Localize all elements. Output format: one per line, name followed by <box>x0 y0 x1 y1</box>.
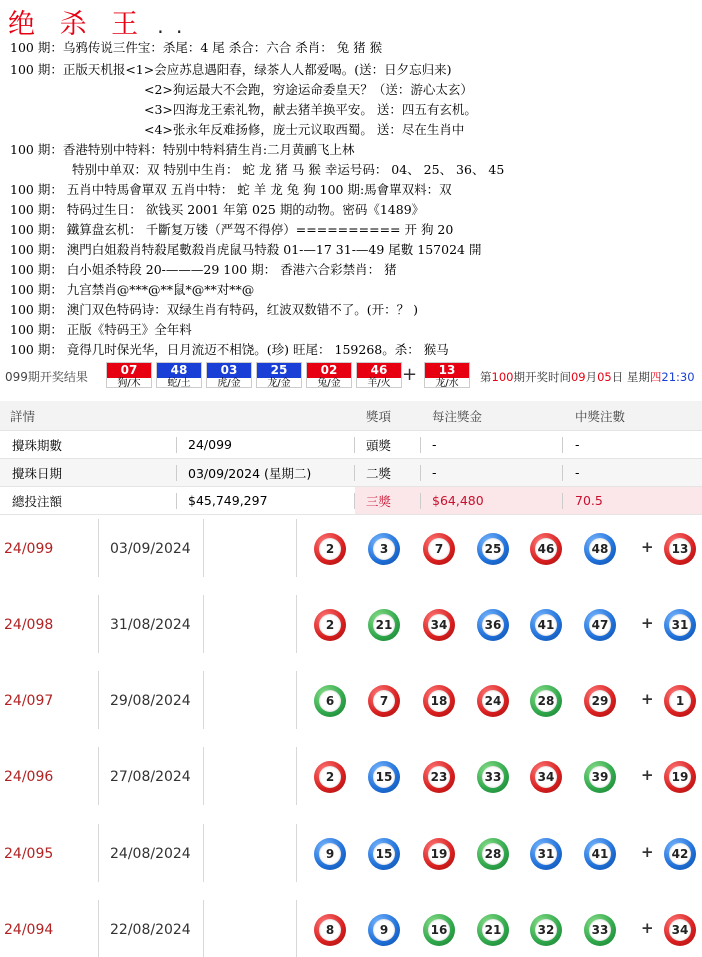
divider <box>354 465 355 481</box>
ball-number: 18 <box>428 690 450 712</box>
special-ball <box>664 761 696 793</box>
row-count: - <box>575 465 580 480</box>
draw-result-strip <box>0 360 702 390</box>
lottery-ball <box>530 914 562 946</box>
strip-ball-number: 02 <box>307 363 351 378</box>
draw-date: 03/09/2024 <box>110 541 191 557</box>
highlight-cell <box>355 487 702 514</box>
lottery-ball <box>477 838 509 870</box>
strip-ball <box>206 362 252 388</box>
plus-sign: + <box>402 364 418 385</box>
lottery-ball <box>584 914 616 946</box>
ball-number: 7 <box>428 538 450 560</box>
special-ball <box>664 609 696 641</box>
lottery-ball <box>314 533 346 565</box>
text-line: 100 期： 九宫禁肖@***@**鼠*@**对**@ <box>10 282 255 297</box>
special-ball <box>664 685 696 717</box>
ball-number: 2 <box>319 766 341 788</box>
divider <box>176 465 177 481</box>
result-row <box>0 892 702 957</box>
ball-number: 31 <box>535 843 557 865</box>
ball-number: 23 <box>428 766 450 788</box>
row-value: 24/099 <box>188 437 232 452</box>
plus-sign: + <box>641 919 654 937</box>
lottery-ball <box>584 685 616 717</box>
draw-details-table <box>0 401 702 515</box>
ball-number: 15 <box>373 843 395 865</box>
lottery-ball <box>584 761 616 793</box>
plus-sign: + <box>641 843 654 861</box>
lottery-ball <box>530 685 562 717</box>
special-ball <box>664 533 696 565</box>
strip-ball-zodiac: 虎/金 <box>217 378 241 388</box>
lottery-ball <box>584 838 616 870</box>
strip-ball-zodiac: 蛇/土 <box>167 378 191 388</box>
text-line: <3>四海龙王索礼物，献去猪羊换平安。 送：四五有玄机。 <box>144 102 477 117</box>
divider <box>176 493 177 509</box>
lottery-ball <box>368 914 400 946</box>
draw-period: 24/094 <box>4 922 54 938</box>
draw-date: 31/08/2024 <box>110 617 191 633</box>
divider <box>420 437 421 453</box>
text-line: 100 期： 白小姐杀特段 20-———29 100 期： 香港六合彩禁肖： 猪 <box>10 262 397 277</box>
ball-number: 34 <box>428 614 450 636</box>
lottery-ball <box>314 838 346 870</box>
strip-ball-zodiac: 狗/木 <box>117 378 141 388</box>
lottery-ball <box>423 609 455 641</box>
draw-date: 24/08/2024 <box>110 846 191 862</box>
lottery-ball <box>314 685 346 717</box>
divider <box>203 900 204 957</box>
ball-number: 6 <box>319 690 341 712</box>
divider <box>562 465 563 481</box>
strip-ball <box>356 362 402 388</box>
strip-ball-number: 46 <box>357 363 401 378</box>
info-prefix: 第 <box>480 370 492 384</box>
text-line: <4>张永年反难扬修，庞士元议取西蜀。 送：尽在生肖中 <box>144 122 465 137</box>
info-day: 05 <box>597 370 612 384</box>
ball-number: 36 <box>482 614 504 636</box>
divider <box>98 900 99 957</box>
divider <box>562 493 563 509</box>
divider <box>203 595 204 653</box>
divider <box>98 747 99 805</box>
lottery-ball <box>530 609 562 641</box>
text-line: 100 期： 正版《特码王》全年料 <box>10 322 192 337</box>
row-value: $45,749,297 <box>188 493 268 508</box>
draw-period: 24/097 <box>4 693 54 709</box>
lottery-ball <box>584 533 616 565</box>
divider <box>98 671 99 729</box>
divider <box>176 437 177 453</box>
lottery-ball <box>368 761 400 793</box>
table-row <box>0 459 702 487</box>
ball-number: 34 <box>669 919 691 941</box>
text-line: 100 期： 五肖中特馬會單双 五肖中特： 蛇 羊 龙 兔 狗 100 期:馬會單双料：双 <box>10 182 452 197</box>
lottery-ball <box>423 838 455 870</box>
header-prize: 獎項 <box>366 408 392 424</box>
divider <box>296 747 297 805</box>
ball-number: 2 <box>319 614 341 636</box>
lottery-ball <box>423 685 455 717</box>
divider <box>203 671 204 729</box>
strip-ball-number: 07 <box>107 363 151 378</box>
divider <box>98 824 99 882</box>
text-line: 100 期： 澳门双色特码诗：双绿生肖有特码，红波双数错不了。(开：？ ) <box>10 302 419 317</box>
divider <box>420 493 421 509</box>
lottery-ball <box>477 609 509 641</box>
ball-number: 31 <box>669 614 691 636</box>
title-dots: . . <box>157 14 186 38</box>
info-day-unit: 日 星期 <box>611 370 650 384</box>
draw-date: 29/08/2024 <box>110 693 191 709</box>
ball-number: 8 <box>319 919 341 941</box>
strip-ball <box>106 362 152 388</box>
lottery-ball <box>423 761 455 793</box>
lottery-ball <box>423 533 455 565</box>
header-details: 詳情 <box>10 408 36 424</box>
lottery-ball <box>368 609 400 641</box>
ball-number: 34 <box>535 766 557 788</box>
plus-sign: + <box>641 690 654 708</box>
lottery-ball <box>368 533 400 565</box>
strip-ball-number: 25 <box>257 363 301 378</box>
info-mid: 期开奖时间 <box>513 370 571 384</box>
divider <box>296 519 297 577</box>
divider <box>203 824 204 882</box>
row-count: - <box>575 437 580 452</box>
ball-number: 7 <box>373 690 395 712</box>
lottery-ball <box>423 914 455 946</box>
next-draw-info <box>480 369 695 385</box>
row-label: 攪珠日期 <box>12 465 63 481</box>
ball-number: 1 <box>669 690 691 712</box>
row-label: 攪珠期數 <box>12 437 63 453</box>
result-row <box>0 587 702 663</box>
result-row <box>0 816 702 892</box>
header-count: 中獎注數 <box>575 408 626 424</box>
table-row <box>0 431 702 459</box>
strip-ball-number: 13 <box>425 363 469 378</box>
ball-number: 47 <box>589 614 611 636</box>
info-period: 100 <box>491 370 514 384</box>
text-line: 100 期： 鐵算盘玄机： 千斷复万镂（严驾不得停）========== 开 狗 20 <box>10 222 454 237</box>
draw-period: 24/099 <box>4 541 54 557</box>
page-title: 绝 杀 王 <box>8 9 147 40</box>
row-prize: 三獎 <box>366 493 392 509</box>
row-label: 總投注額 <box>12 493 63 509</box>
result-row <box>0 663 702 739</box>
special-ball <box>664 914 696 946</box>
lottery-ball <box>584 609 616 641</box>
lottery-ball <box>477 914 509 946</box>
lottery-ball <box>314 761 346 793</box>
ball-number: 48 <box>589 538 611 560</box>
plus-sign: + <box>641 766 654 784</box>
strip-ball-number: 48 <box>157 363 201 378</box>
info-month: 09 <box>570 370 586 384</box>
draw-period: 24/096 <box>4 769 54 785</box>
text-line: 特别中单双：双 特别中生肖： 蛇 龙 猪 马 猴 幸运号码： 04、 25、 36、 45 <box>72 162 505 177</box>
page-header <box>8 2 185 38</box>
row-amount: - <box>432 465 437 480</box>
strip-special-ball <box>424 362 470 388</box>
lottery-ball <box>530 761 562 793</box>
lottery-ball <box>477 761 509 793</box>
divider <box>203 747 204 805</box>
lottery-ball <box>314 914 346 946</box>
ball-number: 39 <box>589 766 611 788</box>
ball-number: 9 <box>319 843 341 865</box>
ball-number: 21 <box>482 919 504 941</box>
text-line: <2>狗运最大不会跑，穷途运命委皇天？（送：游心太玄） <box>144 82 473 97</box>
lottery-ball <box>530 838 562 870</box>
strip-ball-number: 03 <box>207 363 251 378</box>
plus-sign: + <box>641 614 654 632</box>
ball-number: 33 <box>589 919 611 941</box>
divider <box>296 595 297 653</box>
row-prize: 二獎 <box>366 465 392 481</box>
strip-ball <box>256 362 302 388</box>
text-line: 100 期：乌鸦传说三件宝：杀尾：4 尾 杀合：六合 杀肖： 兔 猪 猴 <box>10 40 383 55</box>
draw-date: 27/08/2024 <box>110 769 191 785</box>
result-row <box>0 739 702 815</box>
strip-label: 099期开奖结果 <box>5 370 88 384</box>
lottery-ball <box>314 609 346 641</box>
lottery-ball <box>530 533 562 565</box>
strip-ball <box>156 362 202 388</box>
draw-period: 24/098 <box>4 617 54 633</box>
ball-number: 28 <box>482 843 504 865</box>
result-row <box>0 511 702 587</box>
ball-number: 13 <box>669 538 691 560</box>
special-ball <box>664 838 696 870</box>
divider <box>420 465 421 481</box>
info-time: 21:30 <box>661 370 695 384</box>
ball-number: 3 <box>373 538 395 560</box>
ball-number: 2 <box>319 538 341 560</box>
row-count: 70.5 <box>575 493 603 508</box>
row-amount: - <box>432 437 437 452</box>
ball-number: 41 <box>535 614 557 636</box>
text-line: 100 期： 特码过生日： 欲钱买 2001 年第 025 期的动物。密码《1489》 <box>10 202 425 217</box>
divider <box>562 437 563 453</box>
plus-sign: + <box>641 538 654 556</box>
ball-number: 33 <box>482 766 504 788</box>
ball-number: 16 <box>428 919 450 941</box>
strip-ball-zodiac: 龙/水 <box>435 378 459 388</box>
row-value: 03/09/2024 (星期二) <box>188 465 312 481</box>
ball-number: 28 <box>535 690 557 712</box>
text-line: 100 期：正版天机报<1>会应苏息遇阳春，绿茶人人都爱喝。(送：日夕忘归来) <box>10 62 452 77</box>
divider <box>98 595 99 653</box>
ball-number: 41 <box>589 843 611 865</box>
ball-number: 21 <box>373 614 395 636</box>
text-line: 100 期： 竟得几时保光华，日月流迈不相饶。(珍) 旺尾： 159268。杀： 猴马 <box>10 342 449 357</box>
strip-ball-zodiac: 兔/金 <box>317 378 341 388</box>
divider <box>98 519 99 577</box>
lottery-ball <box>368 685 400 717</box>
info-month-unit: 月 <box>585 370 598 384</box>
ball-number: 29 <box>589 690 611 712</box>
table-header-row <box>0 401 702 431</box>
divider <box>296 671 297 729</box>
lottery-ball <box>477 685 509 717</box>
header-amount: 每注獎金 <box>432 408 483 424</box>
ball-number: 42 <box>669 843 691 865</box>
divider <box>203 519 204 577</box>
divider <box>296 900 297 957</box>
row-prize: 頭獎 <box>366 437 392 453</box>
ball-number: 9 <box>373 919 395 941</box>
strip-ball-zodiac: 龙/金 <box>267 378 291 388</box>
strip-ball <box>306 362 352 388</box>
info-weekday: 四 <box>649 370 662 384</box>
text-line: 100 期：香港特别中特料：特别中特料猜生肖:二月黄鹂飞上林 <box>10 142 355 157</box>
lottery-ball <box>477 533 509 565</box>
ball-number: 24 <box>482 690 504 712</box>
draw-period: 24/095 <box>4 846 54 862</box>
text-line: 100 期： 澳門白姐殺肖特殺尾數殺肖虎鼠马特殺 01-—17 31-—49 尾數 157024 開 <box>10 242 482 257</box>
ball-number: 32 <box>535 919 557 941</box>
ball-number: 15 <box>373 766 395 788</box>
divider <box>354 437 355 453</box>
ball-number: 19 <box>669 766 691 788</box>
divider <box>296 824 297 882</box>
strip-ball-zodiac: 羊/火 <box>367 378 391 388</box>
lottery-ball <box>368 838 400 870</box>
ball-number: 25 <box>482 538 504 560</box>
draw-date: 22/08/2024 <box>110 922 191 938</box>
ball-number: 46 <box>535 538 557 560</box>
ball-number: 19 <box>428 843 450 865</box>
row-amount: $64,480 <box>432 493 484 508</box>
